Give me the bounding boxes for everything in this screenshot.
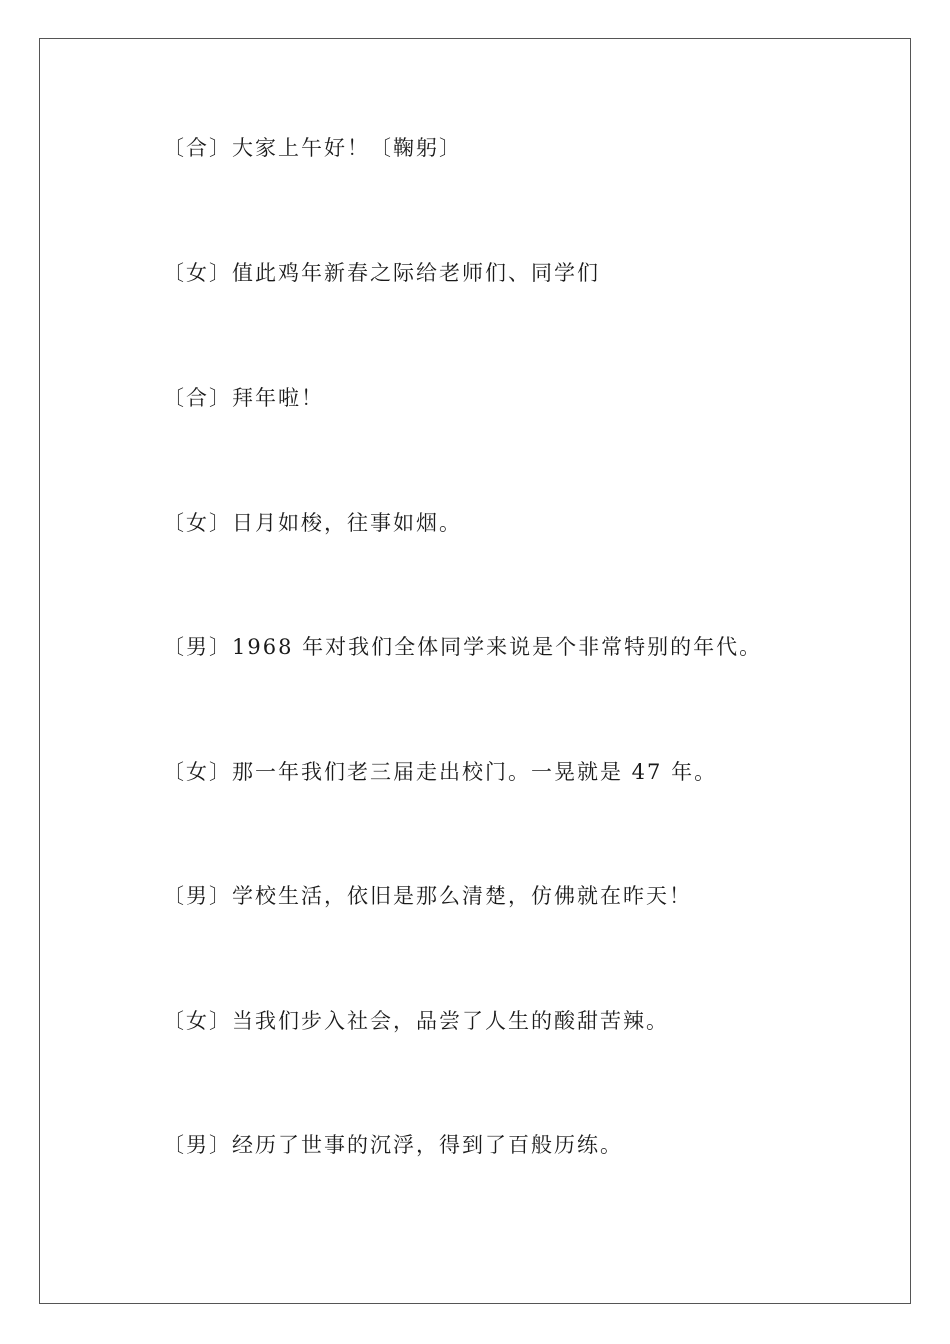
script-line-5: 〔男〕1968 年对我们全体同学来说是个非常特别的年代。 <box>163 635 763 659</box>
script-line-3: 〔合〕拜年啦！ <box>163 386 324 410</box>
script-line-8: 〔女〕当我们步入社会，品尝了人生的酸甜苦辣。 <box>163 1009 669 1033</box>
page-border <box>39 38 911 1304</box>
script-line-6: 〔女〕那一年我们老三届走出校门。一晃就是 47 年。 <box>163 760 718 784</box>
script-line-4: 〔女〕日月如梭，往事如烟。 <box>163 511 462 535</box>
script-line-9: 〔男〕经历了世事的沉浮，得到了百般历练。 <box>163 1133 623 1157</box>
script-line-1: 〔合〕大家上午好！〔鞠躬〕 <box>163 136 462 160</box>
script-line-2: 〔女〕值此鸡年新春之际给老师们、同学们 <box>163 261 600 285</box>
script-line-7: 〔男〕学校生活，依旧是那么清楚，仿佛就在昨天！ <box>163 884 692 908</box>
